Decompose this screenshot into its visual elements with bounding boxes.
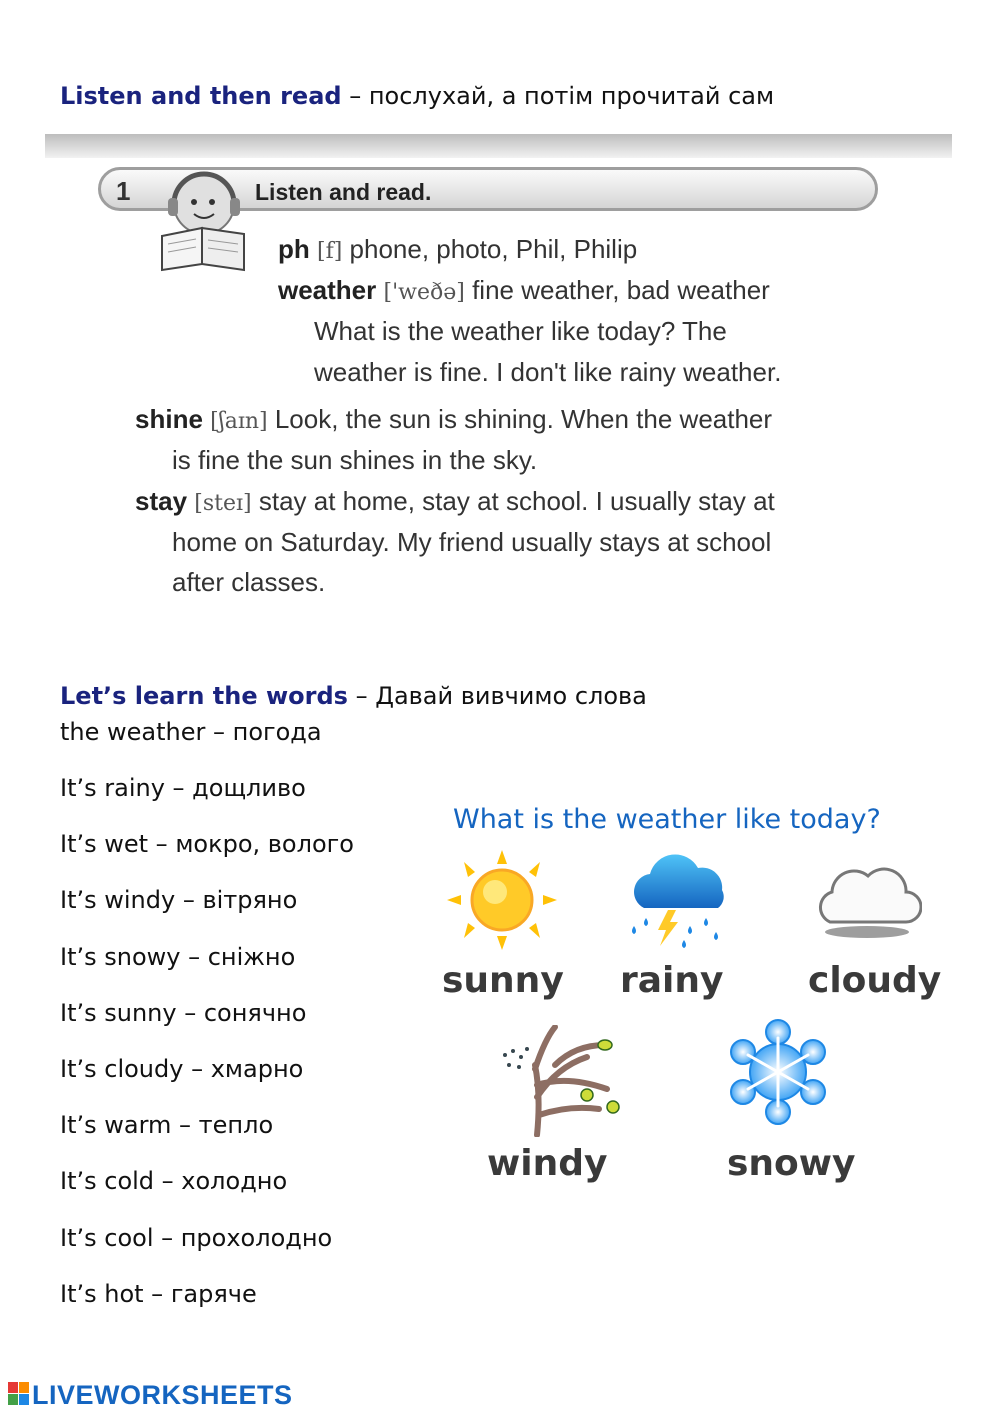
weather-label-sunny: sunny xyxy=(442,960,564,1001)
heading-translation: – Давай вивчимо слова xyxy=(347,682,647,710)
vocab-item: It’s snowy – сніжно xyxy=(60,943,296,971)
textbook-line: is fine the sun shines in the sky. xyxy=(172,445,538,475)
vocab-item: It’s cool – прохолодно xyxy=(60,1224,333,1252)
weather-label-cloudy: cloudy xyxy=(808,960,942,1001)
textbook-line: ph [f] phone, photo, Phil, Philip xyxy=(278,234,638,264)
textbook-line: shine [ʃaɪn] Look, the sun is shining. When the weather xyxy=(135,404,773,434)
textbook-line: What is the weather like today? The xyxy=(314,316,727,346)
book-page-edge xyxy=(45,134,952,158)
weather-label-rainy: rainy xyxy=(620,960,724,1001)
footer-brand[interactable]: LIVEWORKSHEETS xyxy=(32,1380,293,1410)
heading-english: Listen and then read xyxy=(60,82,342,110)
weather-label-snowy: snowy xyxy=(727,1143,856,1184)
vocab-item: It’s cloudy – хмарно xyxy=(60,1055,304,1083)
exercise-title: Listen and read. xyxy=(255,179,432,205)
windy-tree-icon xyxy=(497,1025,625,1137)
vocab-item: It’s sunny – сонячно xyxy=(60,999,307,1027)
cloud-icon xyxy=(812,850,922,940)
vocab-item: It’s wet – мокро, волого xyxy=(60,830,354,858)
textbook-line: after classes. xyxy=(172,567,326,597)
textbook-line: weather ['weðə] fine weather, bad weather xyxy=(278,275,770,305)
textbook-line: stay [steɪ] stay at home, stay at school. I usually stay at xyxy=(135,486,775,516)
vocab-item: It’s cold – холодно xyxy=(60,1167,288,1195)
vocab-item: It’s hot – гаряче xyxy=(60,1280,257,1308)
sun-icon xyxy=(447,850,557,950)
liveworksheets-logo-icon xyxy=(8,1382,30,1406)
section-heading-listen xyxy=(60,82,774,110)
heading-translation: – послухай, а потім прочитай сам xyxy=(341,82,775,110)
vocab-item: It’s rainy – дощливо xyxy=(60,774,306,802)
child-reading-icon xyxy=(148,164,256,272)
vocab-item: It’s windy – вітряно xyxy=(60,886,298,914)
section-heading-words xyxy=(60,682,647,710)
exercise-number: 1 xyxy=(116,176,131,206)
rain-cloud-icon xyxy=(624,846,736,950)
textbook-line: weather is fine. I don't like rainy weather. xyxy=(314,357,782,387)
vocab-item: the weather – погода xyxy=(60,718,322,746)
heading-english: Let’s learn the words xyxy=(60,682,348,710)
weather-question: What is the weather like today? xyxy=(453,804,881,835)
weather-label-windy: windy xyxy=(487,1143,608,1184)
snowflake-icon xyxy=(724,1018,832,1126)
vocab-item: It’s warm – тепло xyxy=(60,1111,274,1139)
textbook-line: home on Saturday. My friend usually stays at school xyxy=(172,527,772,557)
